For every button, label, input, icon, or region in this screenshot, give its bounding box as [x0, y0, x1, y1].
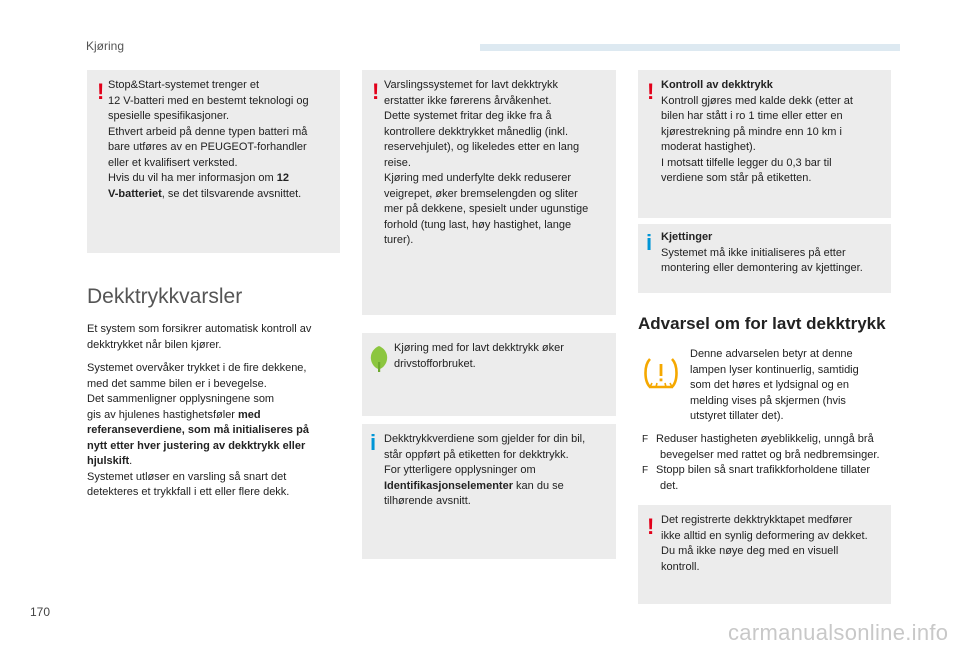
- action-bullet-1: [642, 432, 900, 464]
- intro-text: [87, 322, 347, 353]
- text-line: ikke alltid en synlig deformering av dekket.: [661, 529, 868, 542]
- text-line-bold: nytt etter hver justering av dekktrykk eller: [87, 439, 306, 452]
- text-span: kan du se: [513, 479, 564, 492]
- text-line: eller et kvalifisert verksted.: [108, 156, 238, 169]
- snow-chains-text: [661, 230, 887, 277]
- text-line: [108, 187, 336, 203]
- bullet-symbol: F: [642, 465, 649, 476]
- leaf-icon: [368, 345, 390, 373]
- visual-check-warning-box: [638, 505, 891, 604]
- text-line: For ytterligere opplysninger om: [384, 464, 536, 476]
- text-line: Stopp bilen så snart trafikkforholdene tillater: [656, 464, 871, 476]
- text-line: [384, 479, 612, 495]
- text-line: reise.: [384, 156, 411, 169]
- text-line: står oppført på etiketten for dekktrykk.: [384, 448, 569, 461]
- text-line: veigrepet, øker bremselengden og sliter: [384, 187, 578, 200]
- tyre-pressure-warning-icon: [641, 355, 681, 391]
- bullet-text: [656, 463, 898, 494]
- text-line: drivstofforbruket.: [394, 357, 476, 370]
- stop-start-text: [108, 78, 336, 202]
- system-description: [87, 361, 347, 501]
- text-line: Stop&Start-systemet trenger et: [108, 79, 260, 91]
- info-icon: i: [370, 430, 377, 455]
- battery-reference: V-batteriet: [108, 187, 162, 200]
- text-line: [87, 454, 347, 470]
- text-line: Du må ikke nøye deg med en visuell: [661, 545, 839, 557]
- text-line: lampen lyser kontinuerlig, samtidig: [690, 363, 859, 376]
- text-line: moderat hastighet).: [661, 141, 756, 153]
- section-title: Dekktrykkvarsler: [87, 285, 243, 308]
- text-line: Reduser hastigheten øyeblikkelig, unngå brå: [656, 433, 874, 445]
- text-line: reservehjulet), og likeledes etter en lang: [384, 141, 580, 153]
- text-line: Kjøring med underfylte dekk reduserer: [384, 172, 572, 184]
- text-line: med det samme bilen er i bevegelse.: [87, 377, 267, 390]
- eco-tip-box: [362, 333, 616, 416]
- vigilance-text: [384, 78, 612, 249]
- eco-text: [394, 341, 610, 372]
- text-line: Systemet må ikke initialiseres på etter: [661, 246, 846, 259]
- text-line: Systemet utløser en varsling så snart det: [87, 470, 287, 483]
- exclamation-icon: !: [647, 514, 655, 539]
- box-title: Kontroll av dekktrykk: [661, 79, 773, 91]
- text-line: Dekktrykkverdiene som gjelder for din bil,: [384, 433, 586, 445]
- visual-check-text: [661, 513, 887, 575]
- info-icon: i: [646, 230, 653, 255]
- text-line: mer på dekkene, spesielt under ugunstige: [384, 203, 589, 215]
- text-line: dekktrykket når bilen kjører.: [87, 338, 222, 351]
- text-line: Dette systemet fritar deg ikke fra å: [384, 110, 552, 122]
- watermark: carmanualsonline.info: [728, 620, 949, 645]
- tyre-values-text: [384, 432, 612, 510]
- text-line: som det høres et lydsignal og en: [690, 379, 849, 391]
- pressure-check-box: [638, 70, 891, 218]
- header-section-label: Kjøring: [86, 39, 125, 53]
- text-line: kontroll.: [661, 560, 700, 573]
- text-line: bilen har stått i ro 1 time eller etter en: [661, 110, 843, 122]
- text-line: montering eller demontering av kjettinger.: [661, 262, 863, 274]
- text-span: Hvis du vil ha mer informasjon om: [108, 172, 277, 184]
- text-line: [108, 171, 336, 187]
- text-line: Denne advarselen betyr at denne: [690, 348, 853, 360]
- box-title: Kjettinger: [661, 231, 713, 243]
- text-span-bold: med: [238, 408, 261, 421]
- stop-start-warning-box: [87, 70, 340, 253]
- pressure-check-text: [661, 78, 887, 187]
- text-line: I motsatt tilfelle legger du 0,3 bar til: [661, 156, 832, 169]
- bullet-symbol: F: [642, 434, 649, 445]
- text-line: 12 V-batteri med en bestemt teknologi og: [108, 94, 309, 107]
- tyre-values-info-box: [362, 424, 616, 559]
- text-line: Ethvert arbeid på denne typen batteri må: [108, 125, 308, 138]
- text-line: kjørestrekning på mindre enn 10 km i: [661, 125, 842, 138]
- header-bar: [480, 44, 900, 51]
- text-span-bold: hjulskift: [87, 455, 130, 467]
- bullet-text: [656, 432, 898, 463]
- text-line: bare utføres av en PEUGEOT-forhandler: [108, 141, 307, 153]
- text-line: Systemet overvåker trykket i de fire dekkene,: [87, 362, 307, 374]
- text-line: erstatter ikke førerens årvåkenhet.: [384, 94, 552, 107]
- text-line: tilhørende avsnitt.: [384, 495, 471, 507]
- action-bullet-2: [642, 463, 900, 495]
- exclamation-icon: !: [372, 79, 380, 104]
- text-span: .: [129, 455, 133, 467]
- text-span: , se det tilsvarende avsnittet.: [161, 187, 302, 200]
- text-line: kontrollere dekktrykket månedlig (inkl.: [384, 125, 569, 138]
- vigilance-warning-box: [362, 70, 616, 315]
- text-line-bold: referanseverdiene, som må initialiseres på: [87, 424, 309, 436]
- snow-chains-info-box: [638, 224, 891, 293]
- text-line: melding vises på skjermen (hvis: [690, 394, 846, 407]
- text-line: bevegelser med rattet og brå nedbremsinger.: [660, 448, 880, 461]
- text-line: forhold (tung last, høy hastighet, lange: [384, 218, 572, 231]
- text-line: Det registrerte dekktrykktapet medfører: [661, 514, 853, 526]
- text-line: turer).: [384, 234, 414, 246]
- identification-reference: Identifikasjonselementer: [384, 479, 513, 492]
- text-line: Varslingssystemet for lavt dekktrykk: [384, 79, 559, 91]
- low-pressure-alert-heading: Advarsel om for lavt dekktrykk: [638, 314, 886, 333]
- text-span: gis av hjulenes hastighetsføler: [87, 408, 239, 421]
- text-line: [87, 408, 347, 424]
- text-line: verdiene som står på etiketten.: [661, 172, 812, 184]
- text-line: Kjøring med for lavt dekktrykk øker: [394, 342, 564, 354]
- text-line: Det sammenligner opplysningene som: [87, 393, 275, 405]
- text-line: spesielle spesifikasjoner.: [108, 110, 230, 122]
- text-line: Et system som forsikrer automatisk kontroll av: [87, 323, 312, 335]
- text-line: det.: [660, 479, 679, 492]
- text-line: utstyret tillater det).: [690, 410, 784, 422]
- exclamation-icon: !: [647, 79, 655, 104]
- text-span-bold: 12: [276, 172, 289, 184]
- lamp-description: [690, 347, 890, 425]
- text-line: Kontroll gjøres med kalde dekk (etter at: [661, 94, 853, 107]
- exclamation-icon: !: [97, 79, 105, 104]
- page-number: 170: [30, 605, 51, 619]
- text-line: detekteres et trykkfall i ett eller flere dekk.: [87, 486, 290, 498]
